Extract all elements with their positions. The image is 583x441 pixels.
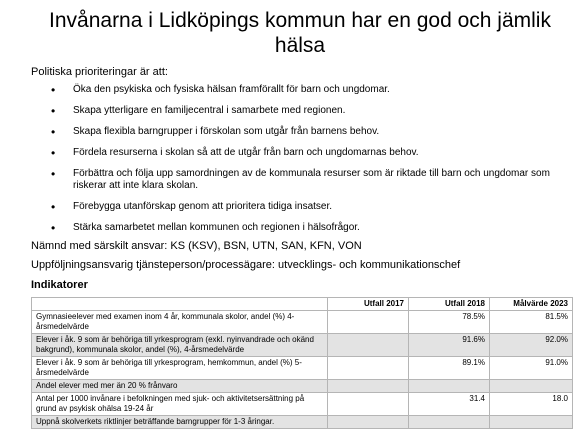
priorities-list [31,84,571,234]
indicator-label: Elever i åk. 9 som är behöriga till yrkesprogram, hemkommun, andel (%) 5-årsmedelvärde [32,357,328,380]
priority-item: • Förebygga utanförskap genom att prioritera tidiga insatser. [31,201,571,213]
table-row [32,357,573,380]
malvarde-2023-cell [490,380,573,393]
indicators-table [31,297,573,429]
indicator-label: Elever i åk. 9 som är behöriga till yrkesprogram (exkl. nyinvandrade och okänd bakgrund), kommunala skolor, andel (%), 4-årsmedelvärde [32,334,328,357]
indicator-label: Gymnasieelever med examen inom 4 år, kommunala skolor, andel (%) 4-årsmedelvärde [32,311,328,334]
malvarde-2023-cell: 81.5% [490,311,573,334]
column-header: Målvärde 2023 [490,298,573,311]
malvarde-2023-cell: 18.0 [490,393,573,416]
indicator-label: Uppnå skolverkets riktlinjer beträffande barngrupper för 1-3 åringar. [32,416,328,429]
priority-item: • Stärka samarbetet mellan kommunen och regionen i hälsofrågor. [31,222,571,234]
indicator-label: Antal per 1000 invånare i befolkningen med sjuk- och aktivitetsersättning på grund av psykisk ohälsa 19-24 år [32,393,328,416]
malvarde-2023-cell [490,416,573,429]
utfall-2017-cell [328,380,409,393]
column-header: Utfall 2018 [409,298,490,311]
priorities-intro: Politiska prioriteringar är att: [31,66,168,78]
table-row [32,416,573,429]
utfall-2018-cell [409,416,490,429]
table-row [32,334,573,357]
utfall-2017-cell [328,334,409,357]
priority-item: • Fördela resurserna i skolan så att de utgår från barn och ungdomarnas behov. [31,147,571,159]
malvarde-2023-cell: 92.0% [490,334,573,357]
priority-item: • Skapa flexibla barngrupper i förskolan som utgår från barnens behov. [31,126,571,138]
utfall-2017-cell [328,357,409,380]
priority-item: • Öka den psykiska och fysiska hälsan framförallt för barn och ungdomar. [31,84,571,96]
priority-item: • Skapa ytterligare en familjecentral i samarbete med regionen. [31,105,571,117]
indicator-label: Andel elever med mer än 20 % frånvaro [32,380,328,393]
column-header: Utfall 2017 [328,298,409,311]
utfall-2017-cell [328,311,409,334]
page-title: Invånarna i Lidköpings kommun har en god och jämlik hälsa [49,9,551,57]
utfall-2018-cell: 91.6% [409,334,490,357]
table-row [32,380,573,393]
utfall-2018-cell: 78.5% [409,311,490,334]
table-row [32,311,573,334]
responsible-text: Uppföljningsansvarig tjänsteperson/processägare: utvecklings- och kommunikationschef [31,259,461,271]
malvarde-2023-cell: 91.0% [490,357,573,380]
table-header-row [32,298,573,311]
column-header [32,298,328,311]
table-row [32,393,573,416]
utfall-2018-cell: 89.1% [409,357,490,380]
utfall-2017-cell [328,393,409,416]
utfall-2017-cell [328,416,409,429]
priority-item: • Förbättra och följa upp samordningen av de kommunala resurser som är riktade till barn och ungdomar som riskerar att inte klara skolan. [31,168,571,192]
utfall-2018-cell [409,380,490,393]
indicators-heading: Indikatorer [31,279,88,291]
utfall-2018-cell: 31.4 [409,393,490,416]
committees-text: Nämnd med särskilt ansvar: KS (KSV), BSN, UTN, SAN, KFN, VON [31,240,362,252]
